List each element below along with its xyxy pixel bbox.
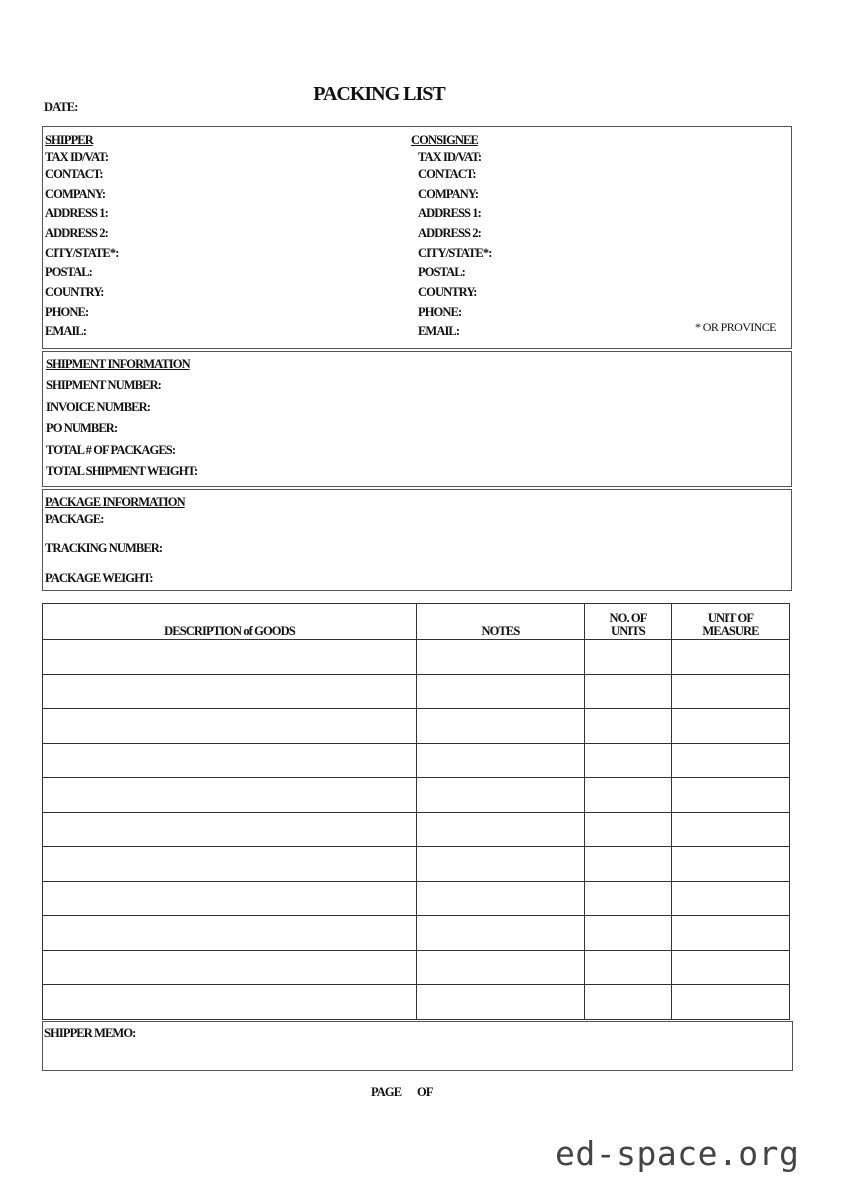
description-cell[interactable]: [43, 778, 417, 813]
unit-of-measure-cell[interactable]: [672, 985, 790, 1020]
consignee-field-label: CITY/STATE*:: [418, 246, 492, 260]
unit-of-measure-cell[interactable]: [672, 709, 790, 744]
description-cell[interactable]: [43, 950, 417, 985]
notes-cell[interactable]: [417, 916, 585, 951]
unit-of-measure-cell[interactable]: [672, 950, 790, 985]
page-title: PACKING LIST: [313, 83, 445, 105]
watermark: ed-space.org: [555, 1134, 800, 1173]
units-cell[interactable]: [585, 743, 672, 778]
package-field-label: PACKAGE:: [45, 512, 104, 526]
unit-of-measure-cell[interactable]: [672, 778, 790, 813]
consignee-field-label: COMPANY:: [418, 187, 479, 201]
shipper-field-label: COUNTRY:: [45, 285, 104, 299]
unit-of-measure-cell[interactable]: [672, 916, 790, 951]
page-label: PAGE: [371, 1085, 402, 1099]
shipper-field-label: EMAIL:: [45, 324, 87, 338]
shipment-field-label: INVOICE NUMBER:: [46, 400, 150, 414]
table-row: [43, 640, 790, 675]
shipper-field-label: CITY/STATE*:: [45, 246, 119, 260]
notes-cell[interactable]: [417, 743, 585, 778]
units-cell[interactable]: [585, 778, 672, 813]
table-row: [43, 709, 790, 744]
table-row: [43, 950, 790, 985]
table-row: [43, 916, 790, 951]
unit-of-measure-cell[interactable]: [672, 674, 790, 709]
consignee-field-label: PHONE:: [418, 305, 462, 319]
consignee-heading: CONSIGNEE: [411, 133, 478, 147]
shipper-field-label: POSTAL:: [45, 265, 92, 279]
goods-table-header: [43, 604, 790, 640]
units-cell[interactable]: [585, 950, 672, 985]
table-row: [43, 847, 790, 882]
consignee-field-label: POSTAL:: [418, 265, 465, 279]
consignee-field-label: COUNTRY:: [418, 285, 477, 299]
notes-cell[interactable]: [417, 778, 585, 813]
units-cell[interactable]: [585, 674, 672, 709]
of-label: OF: [417, 1085, 433, 1099]
units-cell[interactable]: [585, 709, 672, 744]
unit-of-measure-cell[interactable]: [672, 743, 790, 778]
description-cell[interactable]: [43, 812, 417, 847]
notes-cell[interactable]: [417, 847, 585, 882]
shipper-heading: SHIPPER: [45, 133, 93, 147]
package-field-label: PACKAGE WEIGHT:: [45, 571, 153, 585]
notes-cell[interactable]: [417, 709, 585, 744]
shipper-field-label: PHONE:: [45, 305, 89, 319]
table-row: [43, 674, 790, 709]
table-row: [43, 812, 790, 847]
units-cell[interactable]: [585, 812, 672, 847]
description-cell[interactable]: [43, 640, 417, 675]
table-row: [43, 778, 790, 813]
notes-cell[interactable]: [417, 674, 585, 709]
description-cell[interactable]: [43, 709, 417, 744]
notes-cell[interactable]: [417, 950, 585, 985]
unit-of-measure-cell[interactable]: [672, 881, 790, 916]
units-cell[interactable]: [585, 916, 672, 951]
table-row: [43, 743, 790, 778]
package-heading: PACKAGE INFORMATION: [45, 495, 185, 509]
description-cell[interactable]: [43, 674, 417, 709]
notes-cell[interactable]: [417, 881, 585, 916]
consignee-field-label: EMAIL:: [418, 324, 460, 338]
notes-cell[interactable]: [417, 985, 585, 1020]
table-row: [43, 985, 790, 1020]
consignee-field-label: CONTACT:: [418, 167, 476, 181]
shipment-field-label: TOTAL # OF PACKAGES:: [46, 443, 176, 457]
shipment-field-label: TOTAL SHIPMENT WEIGHT:: [46, 464, 198, 478]
shipper-field-label: ADDRESS 2:: [45, 226, 108, 240]
header-unit-of-measure: UNIT OF MEASURE: [672, 604, 790, 640]
shipper-field-label: ADDRESS 1:: [45, 206, 108, 220]
unit-of-measure-cell[interactable]: [672, 812, 790, 847]
description-cell[interactable]: [43, 881, 417, 916]
units-cell[interactable]: [585, 640, 672, 675]
goods-table: [42, 603, 790, 1020]
package-field-label: TRACKING NUMBER:: [45, 541, 163, 555]
shipper-memo-label: SHIPPER MEMO:: [44, 1026, 136, 1040]
header-units: NO. OF UNITS: [585, 604, 672, 640]
unit-of-measure-cell[interactable]: [672, 640, 790, 675]
shipment-heading: SHIPMENT INFORMATION: [46, 357, 190, 371]
notes-cell[interactable]: [417, 640, 585, 675]
table-row: [43, 881, 790, 916]
shipper-memo-box[interactable]: [42, 1021, 793, 1071]
description-cell[interactable]: [43, 985, 417, 1020]
header-description: DESCRIPTION of GOODS: [43, 604, 417, 640]
units-cell[interactable]: [585, 881, 672, 916]
shipment-field-label: PO NUMBER:: [46, 421, 118, 435]
shipment-field-label: SHIPMENT NUMBER:: [46, 378, 161, 392]
consignee-field-label: ADDRESS 2:: [418, 226, 481, 240]
province-note: * OR PROVINCE: [695, 320, 776, 334]
date-label: DATE:: [44, 100, 78, 114]
description-cell[interactable]: [43, 847, 417, 882]
unit-of-measure-cell[interactable]: [672, 847, 790, 882]
notes-cell[interactable]: [417, 812, 585, 847]
shipper-field-label: COMPANY:: [45, 187, 106, 201]
shipper-field-label: CONTACT:: [45, 167, 103, 181]
units-cell[interactable]: [585, 985, 672, 1020]
units-cell[interactable]: [585, 847, 672, 882]
consignee-field-label: TAX ID/VAT:: [418, 150, 482, 164]
shipper-consignee-section: [42, 126, 792, 349]
header-notes: NOTES: [417, 604, 585, 640]
description-cell[interactable]: [43, 743, 417, 778]
shipper-field-label: TAX ID/VAT:: [45, 150, 109, 164]
description-cell[interactable]: [43, 916, 417, 951]
consignee-field-label: ADDRESS 1:: [418, 206, 481, 220]
